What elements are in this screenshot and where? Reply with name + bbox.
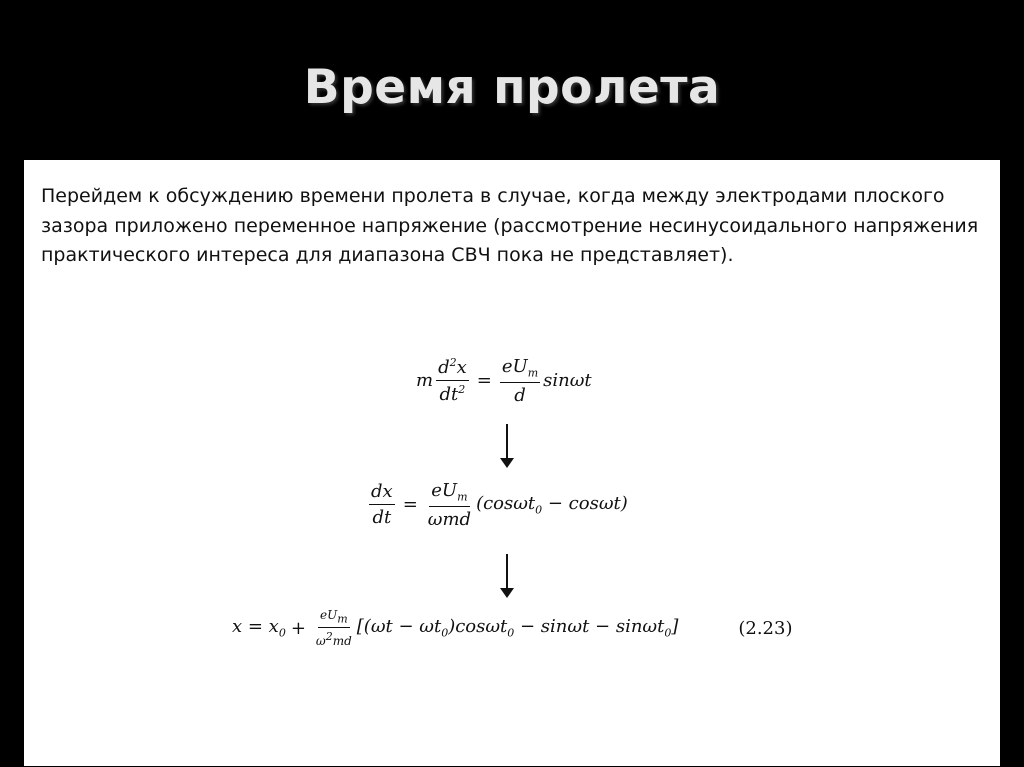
eq3-plus: + — [290, 617, 306, 639]
eq1-lhs-fraction — [436, 356, 469, 405]
eq2-rhs-denominator: ωmd — [427, 508, 472, 530]
eq2-rhs-fraction — [426, 480, 473, 530]
eq3-numerator: $eU_m$ — [318, 608, 350, 628]
intro-paragraph: Перейдем к обсуждению времени пролета в случае, когда между электродами плоского зазора приложено переменное напряжение (рассмотрение несинусоидального напряжения практического интереса для диапазона СВЧ пока не представляет). — [41, 185, 979, 266]
equation-2 — [366, 480, 628, 530]
down-arrow-2 — [506, 554, 508, 590]
slide-content — [24, 160, 1000, 766]
eq1-tail: sinωt — [543, 370, 592, 392]
eq3-bracket-expression: $[(\omega t - \omega t_0)\cos\omega t_0 - \sin\omega t - \sin\omega t_0]$ — [356, 616, 679, 640]
eq1-rhs-fraction — [500, 356, 540, 406]
eq2-lhs-numerator: dx — [369, 481, 395, 505]
eq1-lhs-denominator: $dt^2$ — [439, 383, 466, 406]
eq1-equals: = — [476, 370, 492, 392]
down-arrow-1 — [506, 424, 508, 460]
eq2-lhs-fraction — [369, 481, 395, 528]
eq1-lhs-numerator: $d^2x$ — [436, 356, 469, 381]
eq3-lhs: $x = x_0$ — [232, 616, 286, 640]
slide-title: Время пролета — [303, 59, 721, 115]
eq1-m: m — [416, 370, 434, 392]
equation-1 — [416, 356, 592, 406]
eq1-rhs-denominator: d — [514, 384, 526, 406]
eq1-rhs-numerator: $eU_m$ — [500, 356, 540, 383]
equation-3 — [232, 608, 792, 648]
eq3-denominator: $\omega^2md$ — [315, 630, 352, 649]
eq2-tail: (cosωt$_0$ − cosωt) — [476, 493, 628, 517]
eq3-fraction — [314, 608, 354, 648]
equation-number: (2.23) — [738, 617, 793, 639]
eq2-rhs-numerator: $eU_m$ — [429, 480, 469, 507]
eq2-equals: = — [402, 494, 418, 516]
eq2-lhs-denominator: dt — [372, 507, 392, 529]
